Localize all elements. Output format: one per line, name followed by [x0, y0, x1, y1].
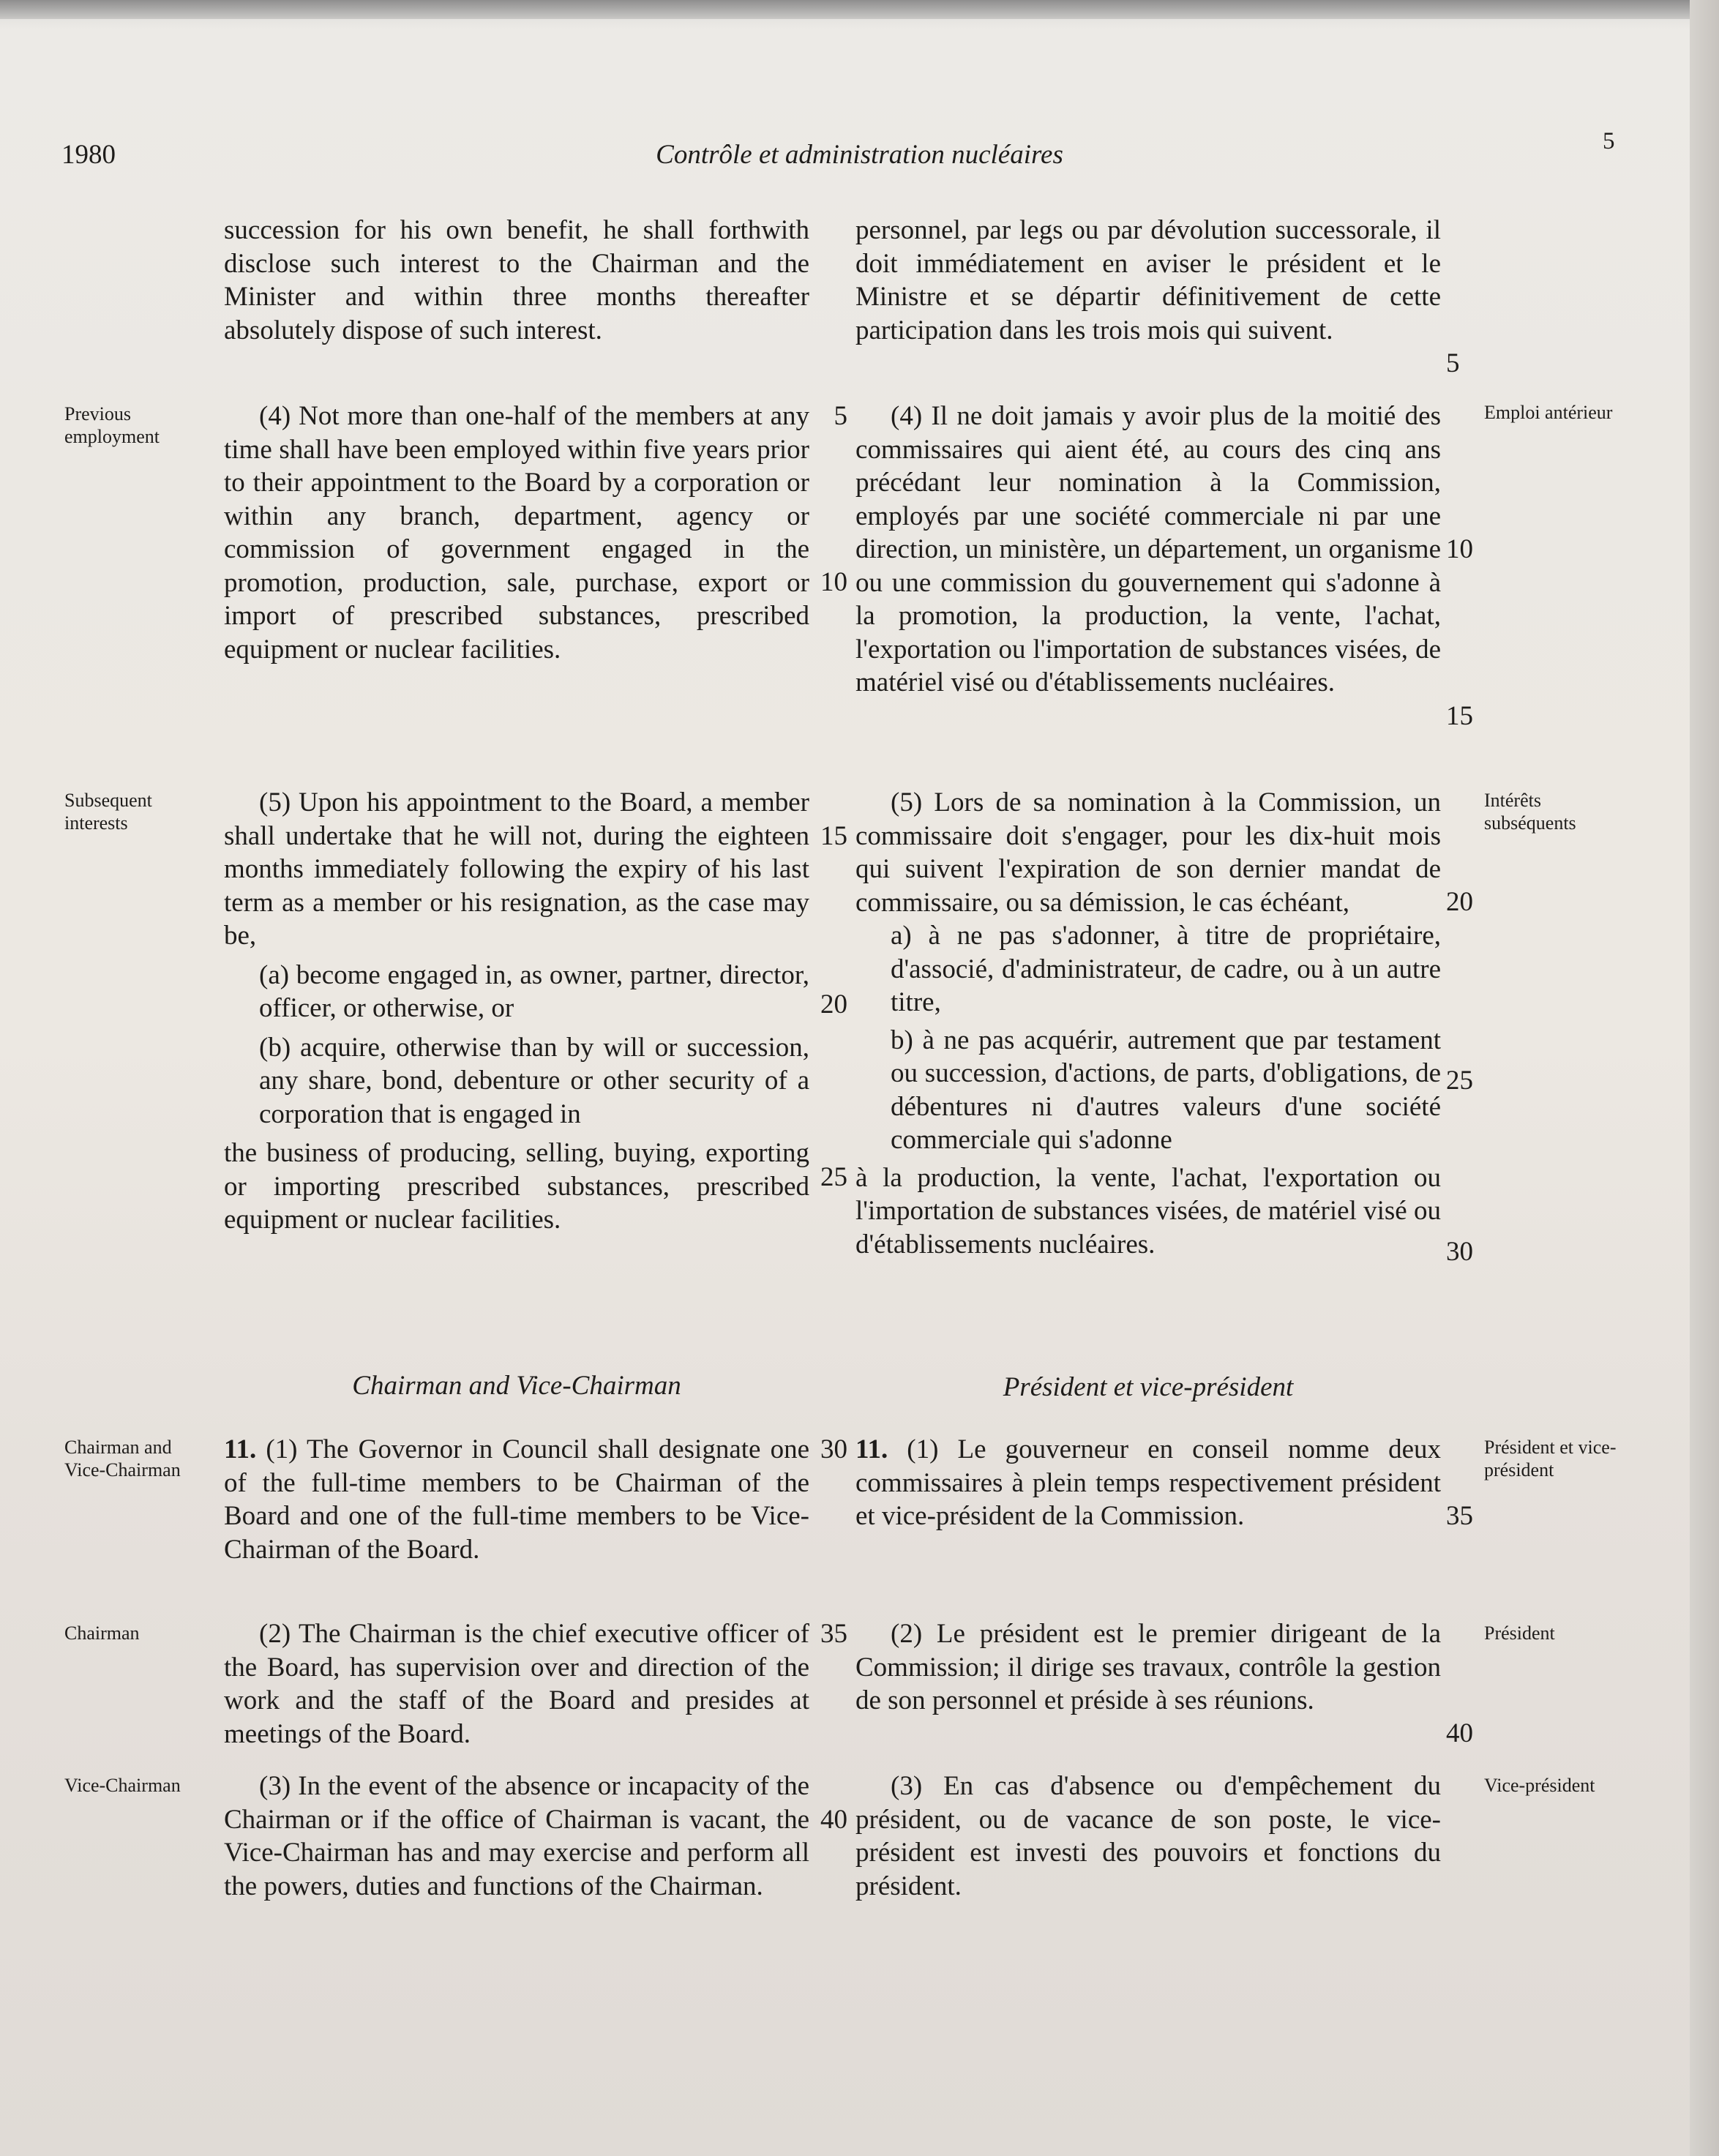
heading-fr: Président et vice-président [1003, 1372, 1294, 1402]
chairman-fr: (2) Le président est le premier dirigeant de la Commission; il dirige ses travaux, contrôle la gestion de son personnel et préside à ses réunions. [855, 1619, 1441, 1715]
section-number-fr: 11. [855, 1434, 888, 1464]
continuation-fr: personnel, par legs ou par dévolution successorale, il doit immédiatement en aviser le président et le Ministre et se départir définitivement de cette participation dans les trois mois qui suivent. [855, 215, 1441, 345]
subsequent-para-a-fr: a) à ne pas s'adonner, à titre de propriétaire, d'associé, d'administrateur, de cadre, ou à un autre titre, [891, 921, 1441, 1017]
subsequent-para-b-en: (b) acquire, otherwise than by will or succession, any share, bond, debenture or other security of a corporation that is engaged in [259, 1032, 809, 1129]
margin-note-emploi-anterieur: Emploi antérieur [1484, 402, 1613, 423]
line-number-en: 15 [820, 821, 847, 851]
margin-note-president: Président [1484, 1622, 1555, 1644]
section-number-en: 11. [224, 1434, 257, 1464]
line-number-fr: 20 [1446, 887, 1473, 917]
margin-note-vice-president: Vice-président [1484, 1775, 1595, 1796]
subsequent-para-b-fr: b) à ne pas acquérir, autrement que par testament ou succession, d'actions, de parts, d'obligations, de débentures ni d'autres valeurs d'une société commerciale qui s'adonne [891, 1025, 1441, 1155]
subsequent-end-en: the business of producing, selling, buying, exporting or importing prescribed substances, prescribed equipment or nuclear facilities. [224, 1138, 809, 1235]
margin-note-president-vice-president: Président et vice-président [1484, 1437, 1617, 1481]
section-11-1-text-en: (1) The Governor in Council shall designate one of the full-time members to be Chairman of the Board and one of the full-time members to be Vice-Chairman of the Board. [224, 1434, 809, 1565]
previous-employment-en: (4) Not more than one-half of the members at any time shall have been employed within five years prior to their appointment to the Board by a corporation or within any branch, department, agency or commission of government engaged in the promotion, production, sale, purchase, export or import of prescribed substances, prescribed equipment or nuclear facilities. [224, 401, 809, 665]
subsequent-end-fr: à la production, la vente, l'achat, l'exportation ou l'importation de substances visées, de matériel visé ou d'établissements nucléaires. [855, 1162, 1441, 1259]
subsequent-intro-fr: (5) Lors de sa nomination à la Commission, un commissaire doit s'engager, pour les dix-huit mois qui suivent l'expiration de son dernier mandat de commissaire, ou sa démission, le cas échéant, [855, 787, 1441, 918]
line-number-fr: 40 [1446, 1718, 1473, 1748]
scan-edge [0, 0, 1719, 19]
line-number-en: 20 [820, 989, 847, 1019]
section-11-1-en [224, 1433, 809, 1566]
margin-note-vice-chairman: Vice-Chairman [64, 1775, 181, 1796]
line-number-fr: 5 [1446, 348, 1460, 378]
line-number-en: 5 [834, 401, 847, 431]
subsequent-intro-en: (5) Upon his appointment to the Board, a member shall undertake that he will not, during the eighteen months immediately following the expiry of his last term as a member or his resignation, as the case may be, [224, 787, 809, 951]
subsequent-interests-fr [855, 786, 1441, 1261]
chairman-en: (2) The Chairman is the chief executive officer of the Board, has supervision over and direction of the work and the staff of the Board and presides at meetings of the Board. [224, 1619, 809, 1749]
continuation-en: succession for his own benefit, he shall forthwith disclose such interest to the Chairman and the Minister and within three months thereafter absolutely dispose of such interest. [224, 215, 809, 345]
margin-note-chairman-vice-chairman: Chairman and Vice-Chairman [64, 1437, 181, 1481]
line-number-fr: 30 [1446, 1237, 1473, 1267]
subsequent-para-a-en: (a) become engaged in, as owner, partner, director, officer, or otherwise, or [259, 959, 809, 1023]
margin-note-previous-employment: Previous employment [64, 403, 160, 447]
line-number-en: 10 [820, 567, 847, 597]
subsequent-interests-en [224, 786, 809, 1237]
vice-chairman-fr: (3) En cas d'absence ou d'empêchement du président, ou de vacance de son poste, le vice-président est investi des pouvoirs et fonctions du président. [855, 1771, 1441, 1901]
margin-note-chairman: Chairman [64, 1622, 140, 1644]
line-number-fr: 25 [1446, 1066, 1473, 1096]
vice-chairman-en: (3) In the event of the absence or incapacity of the Chairman or if the office of Chairman is vacant, the Vice-Chairman has and may exercise and perform all the powers, duties and functions of the Chairman. [224, 1771, 809, 1901]
section-11-1-fr [855, 1433, 1441, 1533]
line-number-fr: 10 [1446, 534, 1473, 564]
line-number-en: 35 [820, 1619, 847, 1649]
line-number-fr: 35 [1446, 1501, 1473, 1531]
page-number: 5 [1603, 128, 1615, 154]
binding-edge [1690, 0, 1719, 2156]
margin-note-subsequent-interests: Subsequent interests [64, 790, 152, 834]
heading-en: Chairman and Vice-Chairman [352, 1371, 681, 1401]
margin-note-interets-subsequents: Intérêts subséquents [1484, 790, 1576, 834]
running-title: Contrôle et administration nucléaires [656, 140, 1063, 170]
previous-employment-fr: (4) Il ne doit jamais y avoir plus de la moitié des commissaires qui aient été, au cours des cinq ans précédant leur nomination à la Commission, employés par une société commerciale ni par une direction, un ministère, un département, un organisme ou une commission du gouvernement qui s'adonne à la promotion, la production, la vente, l'achat, l'exportation ou l'importation de substances visées, de matériel visé ou d'établissements nucléaires. [855, 401, 1441, 697]
line-number-en: 30 [820, 1434, 847, 1464]
line-number-en: 40 [820, 1805, 847, 1835]
page-year: 1980 [61, 140, 116, 170]
section-11-1-text-fr: (1) Le gouverneur en conseil nomme deux commissaires à plein temps respectivement président et vice-président de la Commission. [855, 1434, 1441, 1531]
line-number-fr: 15 [1446, 701, 1473, 731]
line-number-en: 25 [820, 1162, 847, 1192]
